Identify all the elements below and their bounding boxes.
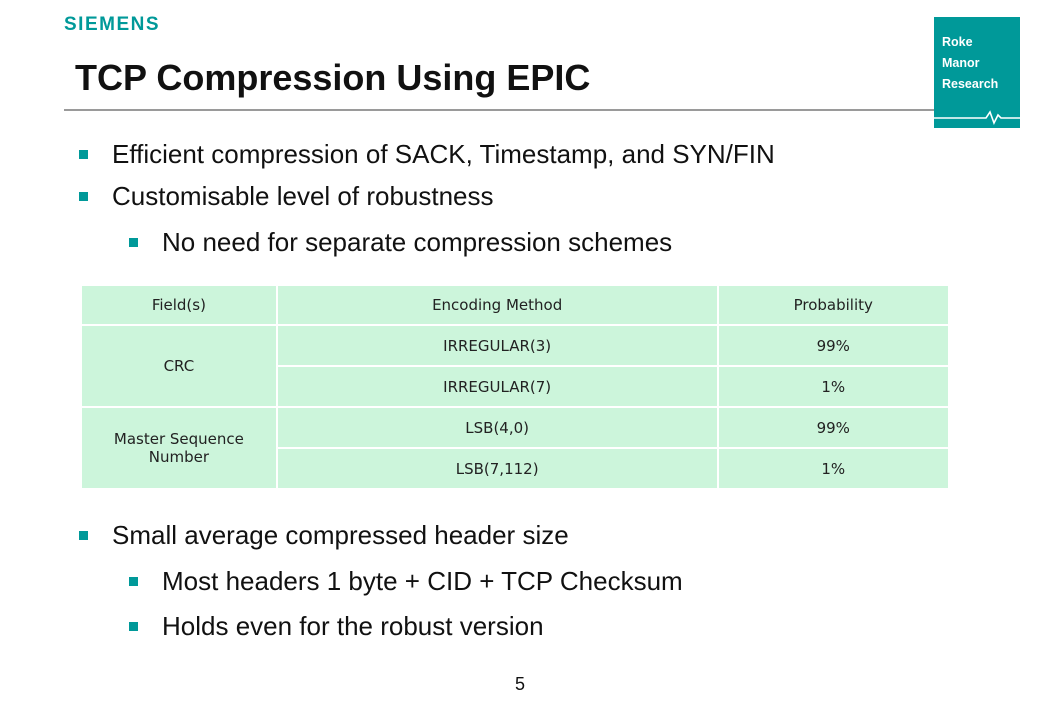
probability-cell: 99% <box>718 407 949 448</box>
probability-cell: 1% <box>718 366 949 407</box>
method-cell: IRREGULAR(7) <box>277 366 718 407</box>
table-row <box>81 325 949 366</box>
square-bullet-icon <box>129 577 138 586</box>
bullet-item <box>112 520 569 551</box>
probability-cell: 99% <box>718 325 949 366</box>
sub-bullet-item <box>162 566 683 597</box>
bullet-text: Most headers 1 byte + CID + TCP Checksum <box>162 566 683 596</box>
header-probability: Probability <box>718 285 949 325</box>
page-number: 5 <box>514 674 525 694</box>
bullet-text: Customisable level of robustness <box>112 181 494 211</box>
bullet-item <box>112 139 775 170</box>
siemens-logo: SIEMENS <box>64 14 161 35</box>
bullet-text: Small average compressed header size <box>112 520 569 550</box>
brand-line-roke: Roke <box>942 35 973 49</box>
brand-line-research: Research <box>942 77 999 91</box>
brand-line-manor: Manor <box>942 56 980 70</box>
title-divider <box>64 109 934 111</box>
square-bullet-icon <box>79 150 88 159</box>
header-encoding-method: Encoding Method <box>277 285 718 325</box>
roke-manor-brand-box <box>934 17 1020 128</box>
slide-title: TCP Compression Using EPIC <box>75 57 591 98</box>
waveform-icon <box>934 109 1020 125</box>
header-fields: Field(s) <box>81 285 277 325</box>
probability-cell: 1% <box>718 448 949 489</box>
sub-bullet-item <box>162 611 544 642</box>
method-cell: LSB(4,0) <box>277 407 718 448</box>
method-cell: LSB(7,112) <box>277 448 718 489</box>
field-cell: CRC <box>81 325 277 407</box>
table-header-row <box>81 285 949 325</box>
sub-bullet-item <box>162 227 672 258</box>
square-bullet-icon <box>129 238 138 247</box>
square-bullet-icon <box>129 622 138 631</box>
bullet-text: No need for separate compression schemes <box>162 227 673 257</box>
bullet-item <box>112 181 494 212</box>
field-cell: Master Sequence Number <box>81 407 277 489</box>
table-row <box>81 407 949 448</box>
bullet-text: Efficient compression of SACK, Timestamp, and SYN/FIN <box>112 139 775 169</box>
square-bullet-icon <box>79 531 88 540</box>
bullet-text: Holds even for the robust version <box>162 611 544 641</box>
method-cell: IRREGULAR(3) <box>277 325 718 366</box>
square-bullet-icon <box>79 192 88 201</box>
encoding-table <box>80 284 950 490</box>
